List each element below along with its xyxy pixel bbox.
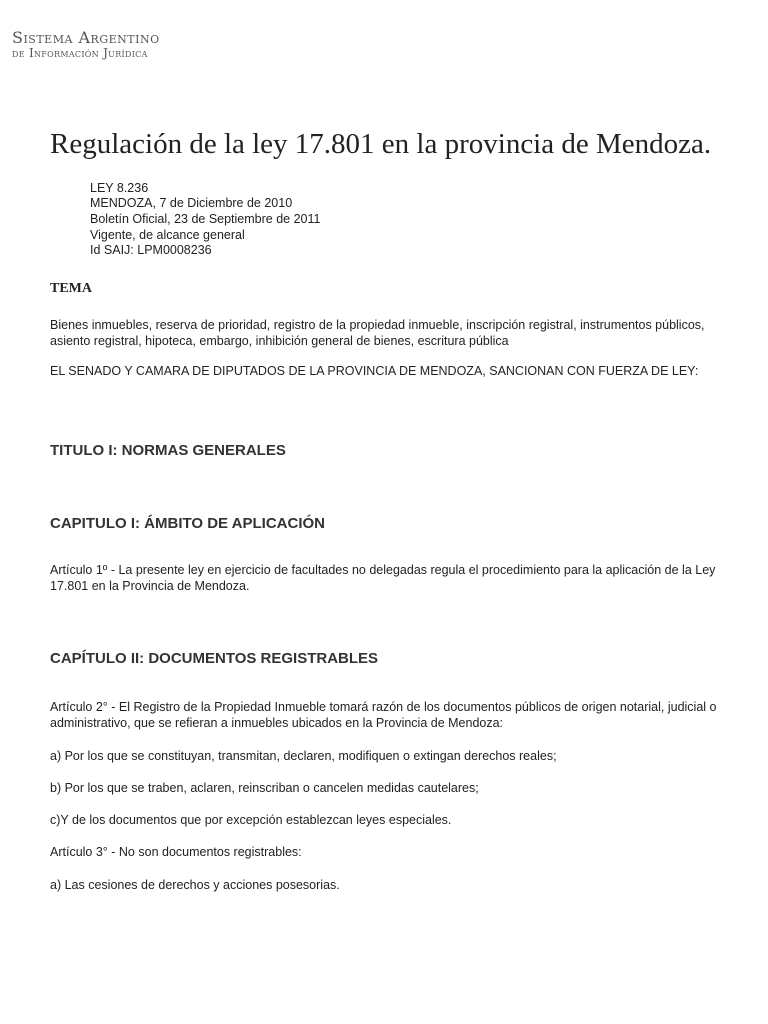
enacting-clause: EL SENADO Y CAMARA DE DIPUTADOS DE LA PROVINCIA DE MENDOZA, SANCIONAN CON FUERZA DE LEY:	[50, 364, 699, 379]
articulo-1: Artículo 1º - La presente ley en ejercicio de facultades no delegadas regula el procedimiento para la aplicación de la Ley 17.801 en la Provincia de Mendoza.	[50, 562, 716, 593]
articulo-2-inciso-c: c)Y de los documentos que por excepción establezcan leyes especiales.	[50, 813, 452, 828]
titulo-1-heading: TITULO I: NORMAS GENERALES	[50, 441, 286, 459]
articulo-3-inciso-a: a) Las cesiones de derechos y acciones posesorias.	[50, 877, 340, 892]
document-title: Regulación de la ley 17.801 en la provincia de Mendoza.	[50, 128, 712, 160]
law-metadata	[90, 181, 720, 259]
articulo-2: Artículo 2° - El Registro de la Propiedad Inmueble tomará razón de los documentos públicos de origen notarial, judicial o administrativo, que se refieran a inmuebles ubicados en la Provincia de Mendoza:	[50, 700, 717, 731]
capitulo-2-heading: CAPÍTULO II: DOCUMENTOS REGISTRABLES	[50, 650, 379, 668]
capitulo-1-heading: CAPITULO I: ÁMBITO DE APLICACIÓN	[50, 514, 325, 532]
document-body	[50, 128, 720, 909]
articulo-2-inciso-b: b) Por los que se traben, aclaren, reinscriban o cancelen medidas cautelares;	[50, 780, 479, 795]
tema-keywords: Bienes inmuebles, reserva de prioridad, registro de la propiedad inmueble, inscripción registral, instrumentos públicos, asiento registral, hipoteca, embargo, inhibición general de bienes, escritura pública	[50, 317, 705, 349]
articulo-2-inciso-a: a) Por los que se constituyan, transmitan, declaren, modifiquen o extingan derechos reales;	[50, 748, 557, 763]
tema-heading: TEMA	[50, 280, 92, 296]
law-place-date: MENDOZA, 7 de Diciembre de 2010	[90, 196, 293, 211]
boletin-oficial: Boletín Oficial, 23 de Septiembre de 2011	[90, 212, 321, 227]
logo-line-2: de Información Jurídica	[12, 45, 148, 60]
id-saij: Id SAIJ: LPM0008236	[90, 243, 212, 258]
law-number: LEY 8.236	[90, 180, 149, 195]
vigencia: Vigente, de alcance general	[90, 227, 245, 242]
logo-line-1: Sistema Argentino	[12, 28, 160, 47]
articulo-3: Artículo 3° - No son documentos registrables:	[50, 845, 302, 860]
saij-logo	[12, 30, 160, 59]
